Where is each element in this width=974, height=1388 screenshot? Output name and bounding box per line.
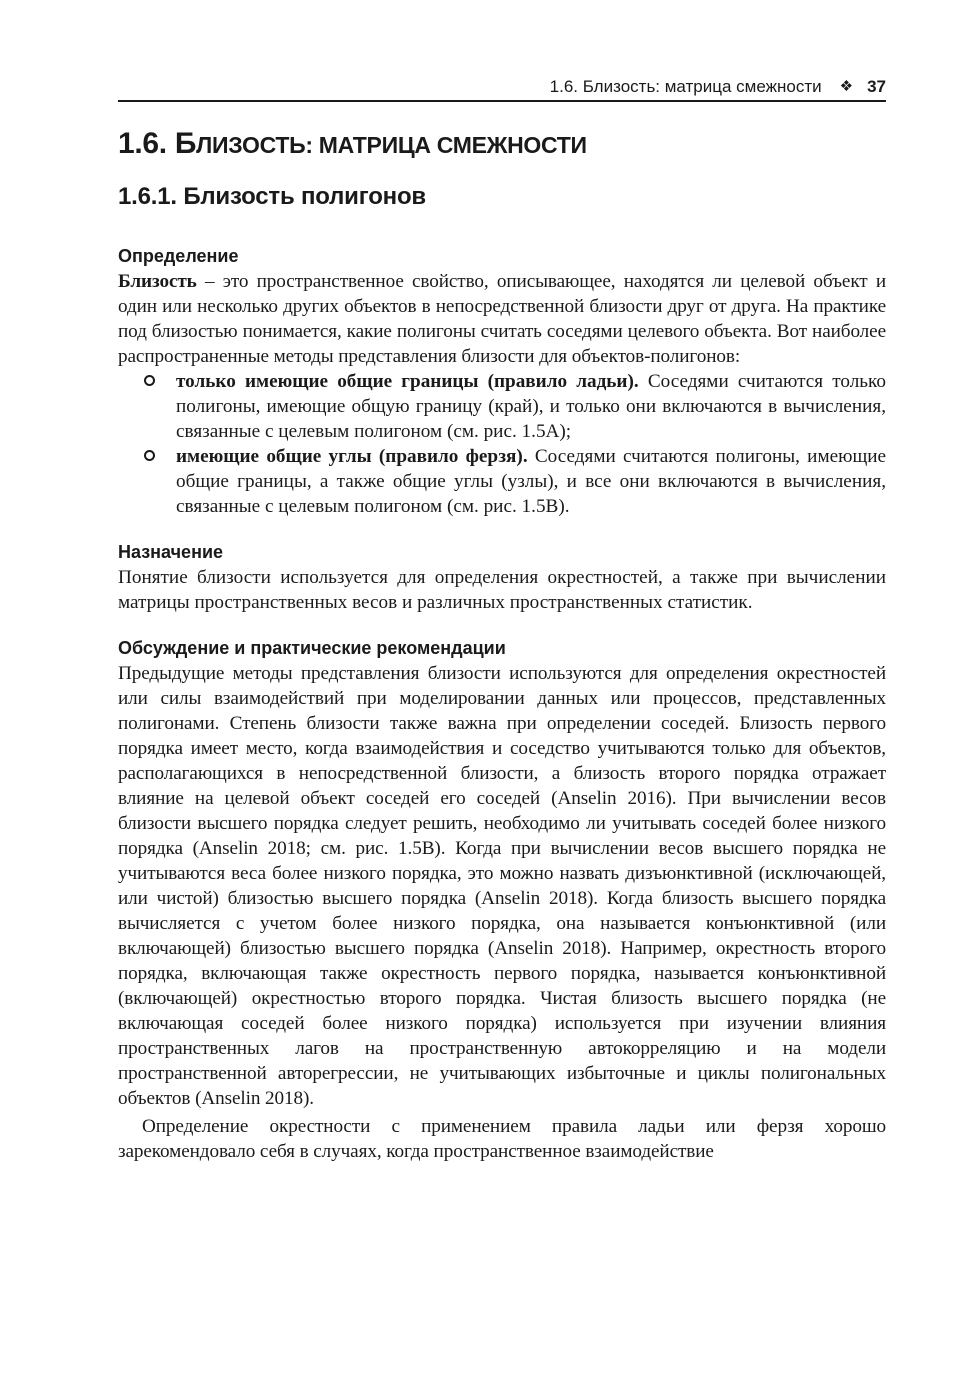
discussion-heading: Обсуждение и практические рекомендации (118, 638, 506, 658)
definition-text: – это пространственное свойство, описывающее, находятся ли целевой объект и один или несколько других объектов в непосредственной близости друг от друга. На практике под близостью понимается, какие полигоны считать соседями целевого объекта. Вот наиболее распространенные методы представления близости для объектов-полигонов: (118, 271, 886, 367)
purpose-heading: Назначение (118, 542, 224, 562)
definition-list (118, 369, 886, 519)
purpose-paragraph: Понятие близости используется для определения окрестностей, а также при вычислении матрицы пространственных весов и различных пространственных статистик. (118, 567, 886, 613)
page-number: 37 (867, 77, 886, 96)
running-title: 1.6. Близость: матрица смежности (549, 77, 822, 96)
running-header (118, 74, 886, 102)
list-item-term: имеющие общие углы (правило ферзя). (176, 446, 528, 467)
section-title (118, 124, 886, 165)
list-item (176, 444, 886, 519)
list-item-term: только имеющие общие границы (правило ладьи). (176, 371, 639, 392)
discussion-paragraph-2: Определение окрестности с применением правила ладьи или ферзя хорошо зарекомендовало себя в случаях, когда пространственное взаимодействие (118, 1116, 886, 1162)
circle-bullet-icon (144, 375, 155, 386)
subsection-title: 1.6.1. Близость полигонов (118, 183, 426, 210)
book-page (118, 74, 886, 1164)
discussion-paragraph-1: Предыдущие методы представления близости используются для определения окрестностей или силы взаимодействий при моделировании данных или процессов, представленных полигонами. Степень близости также важна при определении соседей. Близость первого порядка имеет место, когда взаимодействия и соседство учитываются только для объектов, располагающихся в непосредственной близости, а близость второго порядка отражает влияние на целевой объект соседей его соседей (Anselin 2016). При вычислении весов близости высшего порядка следует решить, необходимо ли учитывать соседей более низкого порядка (Anselin 2018; см. рис. 1.5B). Когда при вычислении весов высшего порядка не учитываются веса более низкого порядка, это можно назвать дизъюнктивной (исключающей, или чистой) близостью высшего порядка (Anselin 2018). Когда близость высшего порядка вычисляется с учетом более низкого порядка, она называется конъюнктивной (или включающей) близостью высшего порядка (Anselin 2018). Например, окрестность второго порядка, включающая также окрестность первого порядка, называется конъюнктивной (включающей) окрестностью второго порядка. Чистая близость высшего порядка (не включающая соседей более низкого порядка) используется при изучении влияния пространственных лагов на пространственную автокорреляцию и на модели пространственной авторегрессии, не учитывающих избыточные и циклы полигональных объектов (Anselin 2018). (118, 663, 886, 1109)
definition-term: Близость (118, 271, 197, 292)
section-title-rest: ЛИЗОСТЬ: МАТРИЦА СМЕЖНОСТИ (196, 132, 587, 158)
ornament-icon: ❖ (839, 78, 854, 95)
list-item-text: Соседями считаются полигоны, имеющие общие границы, а также общие углы (узлы), и все они включаются в вычисления, связанные с целевым полигоном (см. рис. 1.5B). (176, 446, 886, 517)
section-title-start: 1.6. Б (118, 127, 197, 160)
definition-heading: Определение (118, 246, 239, 266)
list-item (176, 369, 886, 444)
definition-paragraph (118, 269, 886, 369)
list-item-text: Соседями считаются только полигоны, имеющие общую границу (край), и только они включаются в вычисления, связанные с целевым полигоном (см. рис. 1.5A); (176, 371, 886, 442)
circle-bullet-icon (144, 450, 155, 461)
